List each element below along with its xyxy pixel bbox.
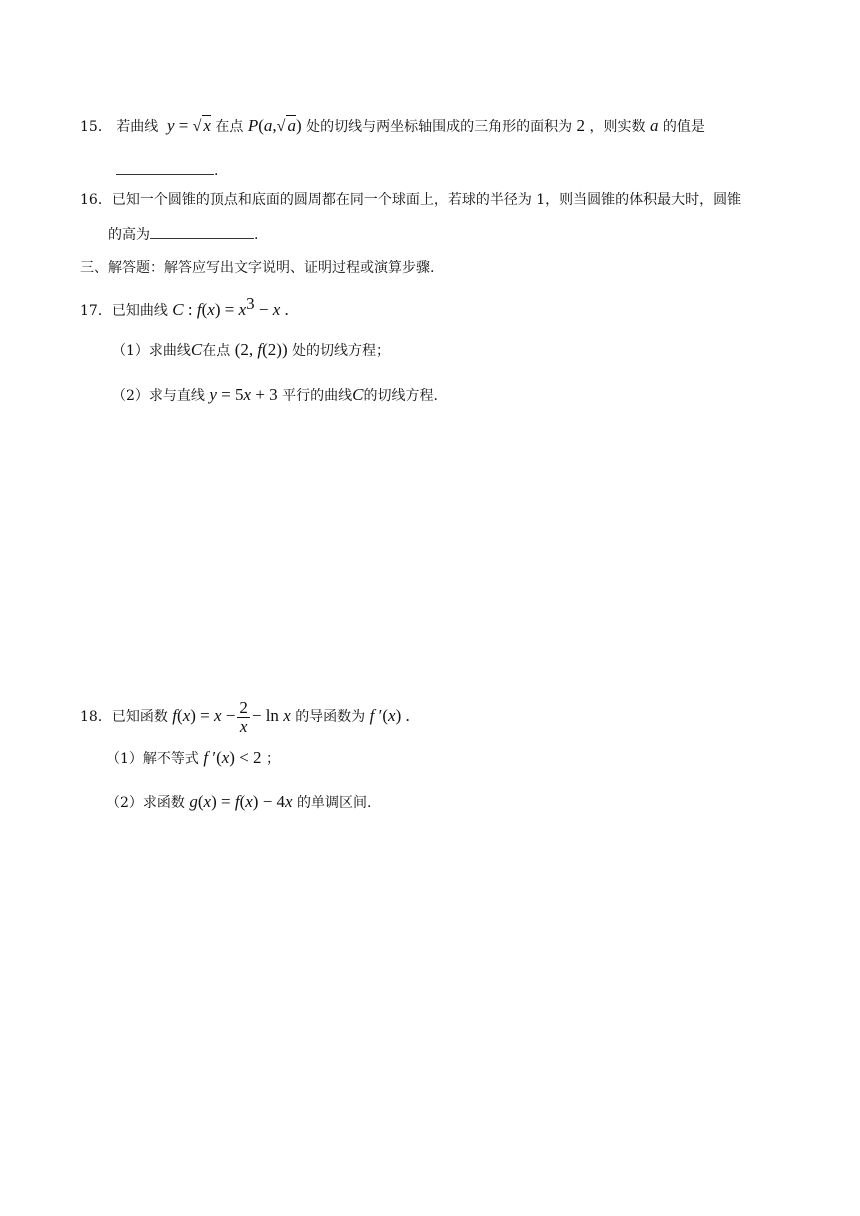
q18-part2-text-1: 求函数 [142, 795, 185, 811]
q15-answer-blank[interactable] [116, 160, 214, 175]
q18-fraction: $\frac{2}{x}$ [239, 697, 248, 736]
q18-part1: （1）解不等式 f ′(x) < 2 ； [106, 748, 280, 767]
q18-part2-text-2: 的单调区间. [297, 795, 372, 811]
q16-end: . [254, 227, 259, 243]
q15-variable-a: a [649, 116, 659, 135]
q17-curve-expression: C [172, 300, 184, 319]
q18-part1-end: ； [266, 751, 280, 767]
q17-part1: （1）求曲线C在点 (2, f(2)) 处的切线方程； [112, 340, 391, 359]
q16-line1 [80, 190, 741, 210]
q17-stem: 17．已知曲线 C : $f(x) = x^3 - x$ . [80, 294, 289, 319]
q15-line2 [116, 160, 218, 181]
q17-part2-line-expression: y [209, 385, 217, 404]
q18-part2: （2）求函数 g(x) = f(x) − 4x 的单调区间. [106, 792, 372, 811]
q16-answer-blank[interactable] [150, 224, 254, 239]
q18-part1-inequality-expression: f [203, 748, 209, 767]
q15-text-4: ，则实数 [589, 119, 646, 135]
q18-derivative-expression: f [369, 706, 375, 725]
q17-part2-curve: C [352, 385, 364, 404]
q17-part1-text-2: 在点 [202, 343, 231, 359]
q17-part2-text-2: 平行的曲线 [282, 388, 353, 404]
q15-text-2: 在点 [215, 119, 244, 135]
q18-part2-label: （2） [106, 795, 143, 811]
q16-number: 16． [80, 192, 112, 208]
q17-part2: （2）求与直线 y = 5x + 3 平行的曲线C的切线方程. [112, 385, 438, 404]
q17-part1-text-3: 处的切线方程； [292, 343, 391, 359]
q16-text-2: 的高为 [108, 227, 150, 243]
q18-text-2: 的导函数为 [295, 709, 366, 725]
q17-part1-curve: C [190, 340, 203, 359]
q18-text-1: 已知函数 [111, 709, 168, 725]
q17-part2-label: （2） [112, 388, 149, 404]
q18-number: 18． [80, 709, 112, 725]
q15-curve-expression: y [162, 116, 175, 135]
q18-part1-label: （1） [106, 751, 143, 767]
q15-end: . [214, 163, 219, 179]
q17-number: 17． [80, 303, 112, 319]
q15-area-value: 2 [576, 116, 586, 135]
q15-text-1: 若曲线 [116, 119, 159, 135]
q16-text-1: 已知一个圆锥的顶点和底面的圆周都在同一个球面上，若球的半径为 1，则当圆锥的体积最大时，圆锥 [111, 192, 742, 208]
q18-function-expression: f [172, 706, 178, 725]
q17-part2-text-1: 求与直线 [148, 388, 205, 404]
q17-part1-text-1: 求曲线 [148, 343, 191, 359]
q18-stem: 18．已知函数 f(x) = x − $\frac{2}{x}$ − ln x 的导函数为 f ′(x) . [80, 697, 410, 736]
q17-part2-text-3: 的切线方程. [363, 388, 438, 404]
q15-text-3: 处的切线与两坐标轴围成的三角形的面积为 [306, 119, 573, 135]
section3-heading: 三、解答题：解答应写出文字说明、证明过程或演算步骤. [80, 260, 435, 276]
q15-point-expression: P [247, 116, 259, 135]
q17-text-1: 已知曲线 [111, 303, 168, 319]
q15-number: 15． [80, 119, 112, 135]
q17-part1-label: （1） [112, 343, 149, 359]
q16-line2 [108, 224, 258, 245]
q17-part1-point-expression: (2, [234, 340, 258, 359]
q18-part1-text-1: 解不等式 [142, 751, 199, 767]
q15-line1: 15． 若曲线 y = √ x 在点 P(a,√ a) 处的切线与两坐标轴围成的三角形的面积为 2 ，则实数 a 的值是 [80, 116, 705, 135]
q18-part2-function-expression: g [189, 792, 198, 811]
q15-text-5: 的值是 [662, 119, 705, 135]
